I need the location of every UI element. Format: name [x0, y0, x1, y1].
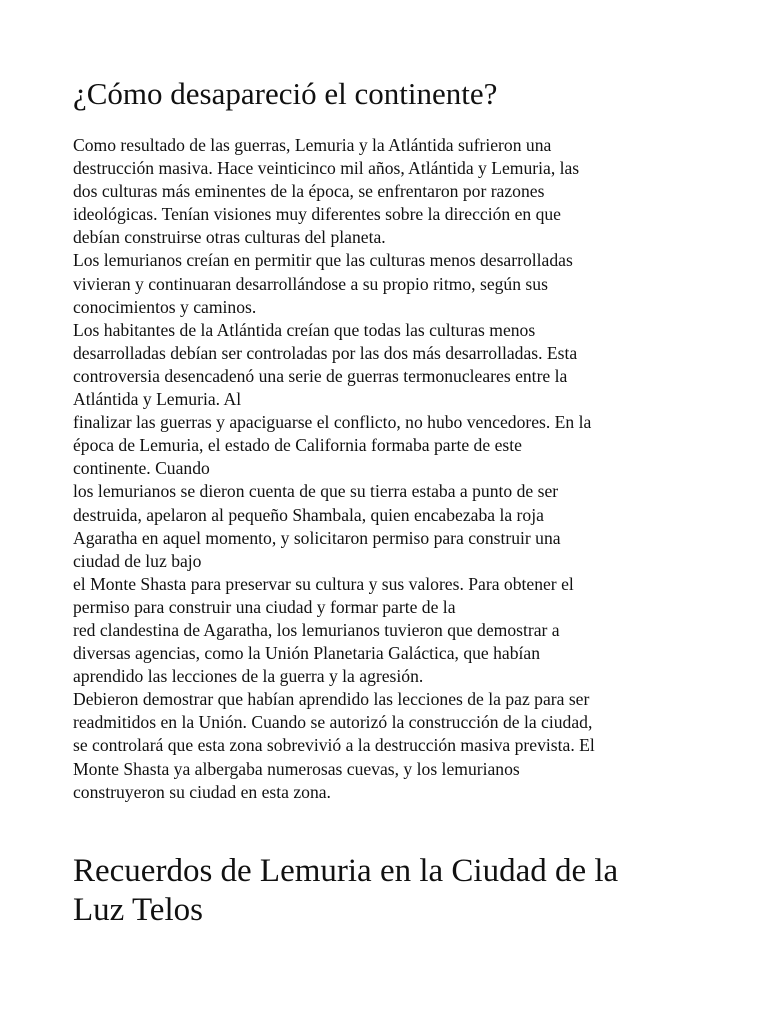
body-line: dos culturas más eminentes de la época, se enfrentaron por razones [73, 181, 545, 202]
body-line: se controlará que esta zona sobrevivió a la destrucción masiva prevista. El [73, 735, 595, 756]
body-line: permiso para construir una ciudad y formar parte de la [73, 596, 456, 617]
body-line: finalizar las guerras y apaciguarse el conflicto, no hubo vencedores. En la [73, 412, 592, 433]
body-line: debían construirse otras culturas del planeta. [73, 227, 386, 248]
section-heading: ¿Cómo desapareció el continente? [73, 76, 498, 111]
body-line: desarrolladas debían ser controladas por las dos más desarrolladas. Esta [73, 342, 578, 363]
section-heading-2 [73, 852, 708, 930]
body-line: vivieran y continuaran desarrollándose a su propio ritmo, según sus [73, 273, 548, 294]
body-line: Los lemurianos creían en permitir que las culturas menos desarrolladas [73, 250, 573, 271]
body-line: conocimientos y caminos. [73, 296, 257, 317]
body-line: Atlántida y Lemuria. Al [73, 389, 242, 410]
body-line: Monte Shasta ya albergaba numerosas cuevas, y los lemurianos [73, 758, 520, 779]
body-line: aprendido las lecciones de la guerra y la agresión. [73, 666, 424, 687]
body-line: readmitidos en la Unión. Cuando se autorizó la construcción de la ciudad, [73, 712, 593, 733]
body-line: destrucción masiva. Hace veinticinco mil años, Atlántida y Lemuria, las [73, 158, 580, 179]
body-line: Debieron demostrar que habían aprendido las lecciones de la paz para ser [73, 689, 590, 710]
body-line: construyeron su ciudad en esta zona. [73, 781, 331, 802]
body-line: diversas agencias, como la Unión Planetaria Galáctica, que habían [73, 643, 541, 664]
heading-line: Luz Telos [73, 892, 203, 928]
body-line: Agaratha en aquel momento, y solicitaron permiso para construir una [73, 527, 561, 548]
body-line: ciudad de luz bajo [73, 550, 202, 571]
body-line: controversia desencadenó una serie de guerras termonucleares entre la [73, 365, 568, 386]
body-line: Los habitantes de la Atlántida creían que todas las culturas menos [73, 319, 536, 340]
body-line: los lemurianos se dieron cuenta de que su tierra estaba a punto de ser [73, 481, 559, 502]
body-paragraphs [73, 134, 728, 804]
body-line: el Monte Shasta para preservar su cultura y sus valores. Para obtener el [73, 573, 574, 594]
body-line: destruida, apelaron al pequeño Shambala, quien encabezaba la roja [73, 504, 544, 525]
body-line: continente. Cuando [73, 458, 210, 479]
body-line: época de Lemuria, el estado de California formaba parte de este [73, 435, 522, 456]
heading-line: Recuerdos de Lemuria en la Ciudad de la [73, 853, 619, 889]
body-line: ideológicas. Tenían visiones muy diferentes sobre la dirección en que [73, 204, 561, 225]
body-line: red clandestina de Agaratha, los lemurianos tuvieron que demostrar a [73, 619, 560, 640]
body-line: Como resultado de las guerras, Lemuria y la Atlántida sufrieron una [73, 135, 552, 155]
